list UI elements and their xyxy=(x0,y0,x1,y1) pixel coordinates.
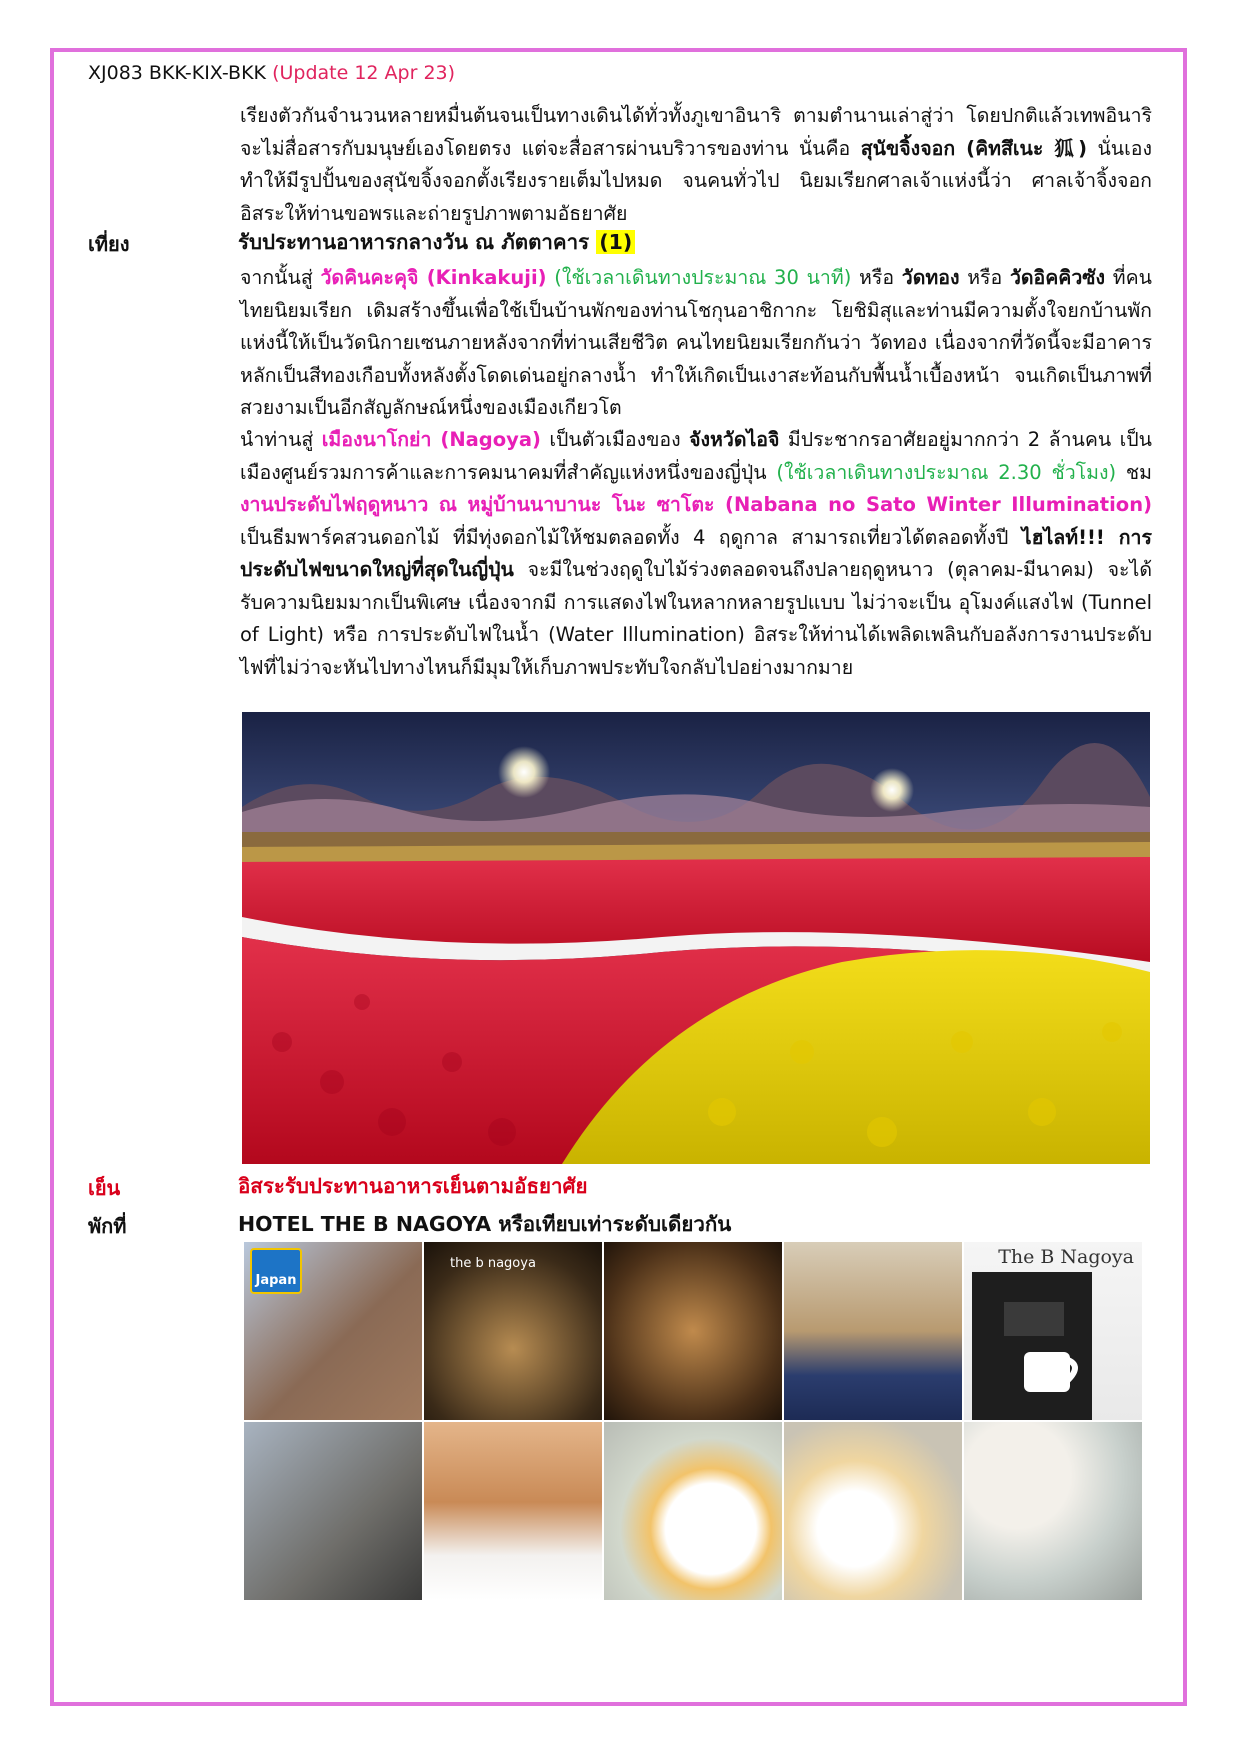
dinner-text: อิสระรับประทานอาหารเย็นตามอัธยาศัย xyxy=(238,1174,588,1198)
hotel-lobby-photo xyxy=(604,1242,782,1420)
hotel-entrance-photo xyxy=(424,1242,602,1420)
nagoya-city: เมืองนาโกย่า (Nagoya) xyxy=(321,428,541,451)
corner-title: The B Nagoya xyxy=(998,1246,1134,1268)
nagoya-text-4: ชม xyxy=(1125,460,1152,484)
dinner-label: เย็น xyxy=(88,1176,121,1200)
nagoya-text-6: จะมีในช่วงฤดูใบไม้ร่วงตลอดจนถึงปลายฤดูหนาว (ตุลาคม-มีนาคม) จะได้รับความนิยมมากเป็นพิเศษ เนื่องจากมี การแสดงไฟในหลากหลายรูปแบบ ไม่ว่าจะเป็น อุโมงค์แสงไฟ (Tunnel of Light) หรือ การประดับไฟในน้ำ (Water Illumination) อิสระให้ท่านได้เพลิดเพลินกับอลังการงานประดับไฟที่ไม่ว่าจะหันไปทางไหนก็มีมุมให้เก็บภาพประทับใจกลับไปอย่างมากมาย xyxy=(240,558,1152,679)
coffee-machine-image xyxy=(964,1242,1142,1420)
kinkakuji-text-4: ที่คนไทยนิยมเรียก เดิมสร้างขึ้นเพื่อใช้เป็นบ้านพักของท่านโชกุนอาชิกากะ โยชิมิสุและท่านมีความตั้งใจยกบ้านพักแห่งนี้ให้เป็นวัดนิกายเซนภายหลังจากที่ท่านเสียชีวิต คนไทยนิยมเรียกกันว่า วัดทอง เนื่องจากที่วัดนี้จะมีอาคารหลักเป็นสีทองเกือบทั้งหลังตั้งโดดเด่นอยู่กลางน้ำ ทำให้เกิดเป็นเงาสะท้อนกับพื้นน้ำเบื้องหน้า จนเกิดเป็นภาพที่สวยงามเป็นอีกสัญลักษณ์หนึ่งของเมืองเกียวโต xyxy=(240,266,1152,419)
kinkakuji-paragraph xyxy=(240,262,1152,425)
nagoya-time: (ใช้เวลาเดินทางประมาณ 2.30 ชั่วโมง) xyxy=(776,460,1117,484)
breakfast-plate-photo xyxy=(784,1422,962,1600)
hotel-exterior-photo xyxy=(244,1242,422,1420)
kinkakuji-text-1: จากนั้นสู่ xyxy=(240,266,313,289)
hotel-name: HOTEL THE B NAGOYA xyxy=(238,1212,492,1236)
nagoya-text-1: นำท่านสู่ xyxy=(240,428,314,451)
breakfast-photo xyxy=(604,1422,782,1600)
kinkakuji-name: วัดคินคะคุจิ (Kinkakuji) xyxy=(320,266,547,289)
buffet-photo xyxy=(964,1422,1142,1600)
nagoya-text-3: มีประชากรอาศัยอยู่มากกว่า 2 ล้านคน เป็นเมืองศูนย์รวมการค้าและการคมนาคมที่สำคัญแห่งหนึ่งของญี่ปุ่น xyxy=(240,428,1152,484)
tour-code: XJ083 BKK-KIX-BKK xyxy=(88,62,267,84)
page-header xyxy=(88,62,455,84)
hotel-title xyxy=(238,1208,731,1241)
hotel-label: พักที่ xyxy=(88,1214,127,1238)
nagoya-text-2: เป็นตัวเมืองของ xyxy=(549,428,681,451)
lunch-title xyxy=(238,226,635,259)
nagoya-prefecture: จังหวัดไอจิ xyxy=(689,428,780,451)
nagoya-text-5: เป็นธีมพาร์คสวนดอกไม้ ที่มีทุ่งดอกไม้ให้ชมตลอดทั้ง 4 ฤดูกาล สามารถเที่ยวได้ตลอดทั้งปี xyxy=(240,525,1009,549)
nabana-event: งานประดับไฟฤดูหนาว ณ หมู่บ้านนาบานะ โนะ ซาโตะ (Nabana no Sato Winter Illumination) xyxy=(240,493,1152,516)
intro-text-2: นั่นเอง ทำให้มีรูปปั้นของสุนัขจิ้งจอกตั้งเรียงรายเต็มไปหมด จนคนทั่วไป นิยมเรียกศาลเจ้าแห่งนี้ว่า ศาลเจ้าจิ้งจอก อิสระให้ท่านขอพรและถ่ายรูปภาพตามอัธยาศัย xyxy=(240,136,1153,225)
kinkakuji-text-2: หรือ xyxy=(859,266,895,289)
japan-badge: Japan xyxy=(250,1248,302,1294)
hotel-sign: the b nagoya xyxy=(450,1256,536,1271)
kinkakuji-text-3: หรือ xyxy=(967,266,1003,289)
intro-paragraph xyxy=(240,100,1152,230)
update-date: (Update 12 Apr 23) xyxy=(272,62,456,84)
kinkakuji-alt-1: วัดทอง xyxy=(901,266,960,289)
lunch-label: เที่ยง xyxy=(88,232,130,256)
hotel-suffix: หรือเทียบเท่าระดับเดียวกัน xyxy=(498,1212,732,1236)
lunch-text: รับประทานอาหารกลางวัน ณ ภัตตาคาร xyxy=(238,230,590,254)
nagoya-paragraph xyxy=(240,424,1152,684)
hotel-lounge-photo xyxy=(784,1242,962,1420)
tulip-illumination-photo xyxy=(242,712,1150,1164)
kinkakuji-time: (ใช้เวลาเดินทางประมาณ 30 นาที) xyxy=(554,266,852,289)
hotel-street-photo xyxy=(244,1422,422,1600)
tulip-field-image xyxy=(242,712,1150,1164)
intro-text-1: เรียงตัวกันจำนวนหลายหมื่นต้นจนเป็นทางเดินได้ทั่วทั้งภูเขาอินาริ ตามตำนานเล่าสู่ว่า โดยปกติแล้วเทพอินาริจะไม่สื่อสารกับมนุษย์เองโดยตรง แต่จะสื่อสารผ่านบริวารของท่าน นั่นคือ xyxy=(240,104,1152,160)
coffee-machine-photo xyxy=(964,1242,1142,1420)
meal-badge: (1) xyxy=(596,230,635,254)
hotel-room-photo xyxy=(424,1422,602,1600)
nagoya-highlight: ไฮไลท์!!! การประดับไฟขนาดใหญ่ที่สุดในญี่ปุ่น xyxy=(240,525,1152,581)
fox-term: สุนัขจิ้งจอก (คิทสึเนะ 狐) xyxy=(860,136,1088,160)
hotel-photo-grid xyxy=(244,1242,1142,1600)
kinkakuji-alt-2: วัดอิคคิวซัง xyxy=(1009,266,1106,289)
